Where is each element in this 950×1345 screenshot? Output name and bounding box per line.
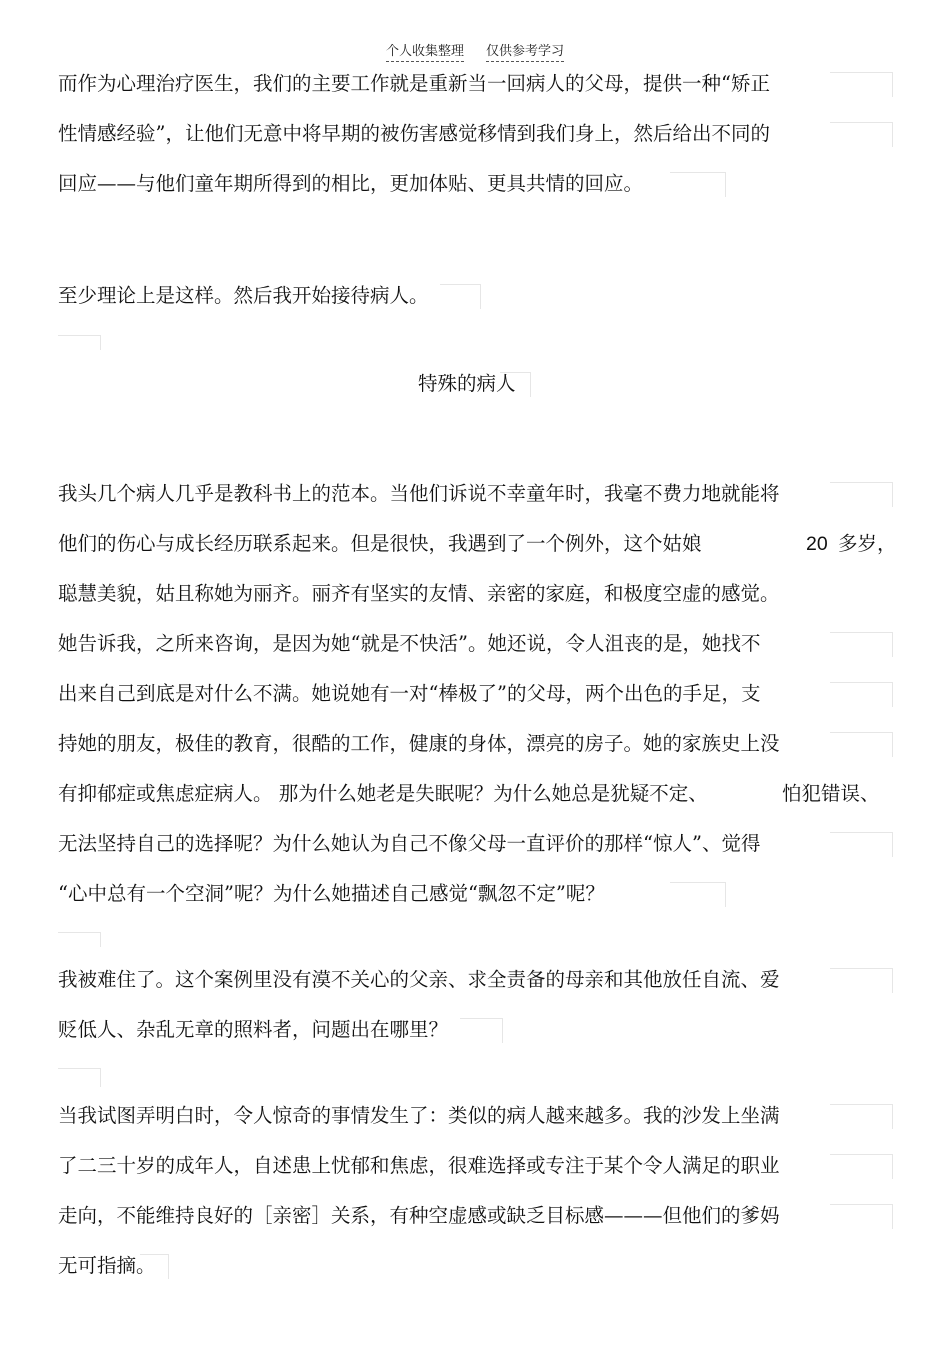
frame-mark [830, 122, 893, 147]
frame-mark [58, 335, 101, 350]
para3-line: 我头几个病人几乎是教科书上的范本。当他们诉说不幸童年时，我毫不费力地就能将 [58, 482, 780, 505]
para3-line-text: 怕犯错误、 [782, 782, 880, 805]
para5-line: 当我试图弄明白时，令人惊奇的事情发生了：类似的病人越来越多。我的沙发上坐满 [58, 1104, 780, 1127]
para3-line: 无法坚持自己的选择呢？为什么她认为自己不像父母一直评价的那样“惊人”、觉得 [58, 832, 761, 855]
frame-mark [830, 482, 893, 507]
para3-line: 持她的朋友，极佳的教育，很酷的工作，健康的身体，漂亮的房子。她的家族史上没 [58, 732, 780, 755]
frame-mark [440, 284, 481, 309]
para3-line: “心中总有一个空洞”呢？为什么她描述自己感觉“飘忽不定”呢？ [58, 882, 605, 905]
para3-line: 她告诉我，之所来咨询，是因为她“就是不快活”。她还说，令人沮丧的是，她找不 [58, 632, 761, 655]
age-number: 20 [806, 533, 828, 555]
para1-line: 而作为心理治疗医生，我们的主要工作就是重新当一回病人的父母，提供一种“矫正 [58, 72, 770, 95]
frame-mark [830, 1204, 893, 1229]
para2-line: 至少理论上是这样。然后我开始接待病人。 [58, 284, 429, 307]
para1-line: 性情感经验”，让他们无意中将早期的被伤害感觉移情到我们身上，然后给出不同的 [58, 122, 770, 145]
header-left-text: 个人收集整理 [386, 40, 464, 62]
para3-line [58, 532, 702, 556]
frame-mark [830, 72, 893, 97]
para3-line-text: 多岁， [838, 532, 897, 555]
page-header [0, 40, 950, 62]
para3-line: 聪慧美貌，姑且称她为丽齐。丽齐有坚实的友情、亲密的家庭，和极度空虚的感觉。 [58, 582, 780, 605]
para5-line: 走向，不能维持良好的［亲密］关系，有种空虚感或缺乏目标感———但他们的爹妈 [58, 1204, 780, 1227]
para3-line: 有抑郁症或焦虑症病人。 那为什么她老是失眠呢？为什么她总是犹疑不定、 [58, 782, 708, 805]
para5-line: 无可指摘。 [58, 1254, 156, 1277]
frame-mark [830, 832, 893, 857]
para1-line: 回应——与他们童年期所得到的相比，更加体贴、更具共情的回应。 [58, 172, 644, 195]
para4-line: 我被难住了。这个案例里没有漠不关心的父亲、求全责备的母亲和其他放任自流、爱 [58, 968, 780, 991]
para3-line-text: 他们的伤心与成长经历联系起来。但是很快，我遇到了一个例外，这个姑娘 [58, 532, 702, 555]
section-title: 特殊的病人 [418, 372, 516, 395]
frame-mark [460, 1018, 503, 1043]
frame-mark [830, 968, 893, 993]
frame-mark [58, 1068, 101, 1087]
frame-mark [670, 882, 726, 907]
header-right-text: 仅供参考学习 [486, 40, 564, 62]
frame-mark [830, 632, 893, 657]
frame-mark [830, 1104, 893, 1129]
frame-mark [830, 682, 893, 707]
frame-mark [830, 732, 893, 757]
frame-mark [58, 932, 101, 947]
para4-line: 贬低人、杂乱无章的照料者，问题出在哪里？ [58, 1018, 449, 1041]
frame-mark [670, 172, 726, 197]
para3-line: 出来自己到底是对什么不满。她说她有一对“棒极了”的父母，两个出色的手足，支 [58, 682, 761, 705]
para5-line: 了二三十岁的成年人，自述患上忧郁和焦虑，很难选择或专注于某个令人满足的职业 [58, 1154, 780, 1177]
frame-mark [830, 1154, 893, 1179]
